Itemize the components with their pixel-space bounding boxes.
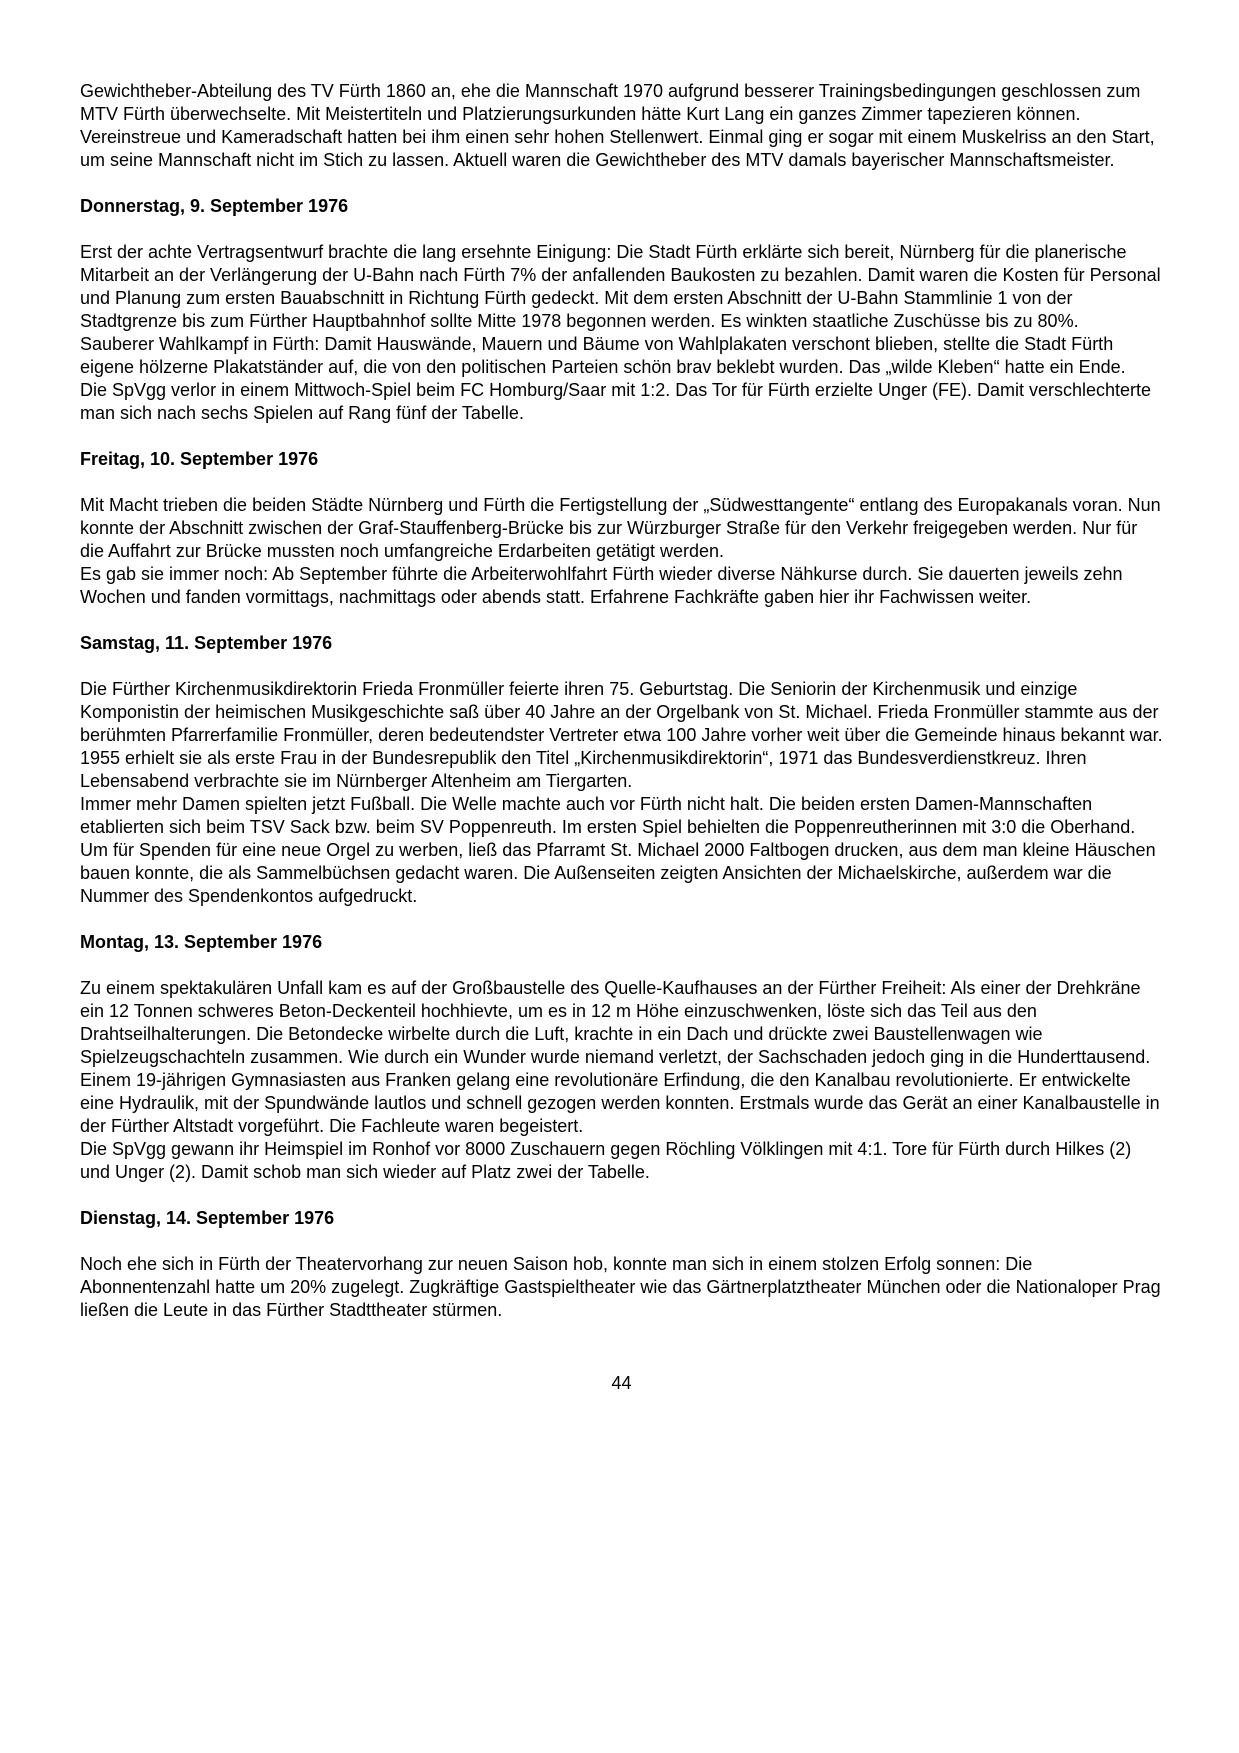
paragraph-text: Sauberer Wahlkampf in Fürth: Damit Hauswände, Mauern und Bäume von Wahlplakaten verschont blieben, stellte die Stadt Fürth eigene hölzerne Plakatständer auf, die von den politischen Parteien schön brav beklebt wurden. Das „wilde Kleben“ hatte ein Ende. xyxy=(80,334,1126,377)
section-heading-freitag-10-september: Freitag, 10. September 1976 xyxy=(80,449,319,469)
paragraph-text: Noch ehe sich in Fürth der Theatervorhang zur neuen Saison hob, konnte man sich in einem stolzen Erfolg sonnen: Die Abonnentenzahl hatte um 20% zugelegt. Zugkräftige Gastspieltheater wie das Gärtnerplatztheater München oder die Nationaloper Prag ließen die Leute in das Fürther Stadttheater stürmen. xyxy=(80,1254,1161,1320)
section-paragraph-dienstag xyxy=(80,1253,1163,1322)
paragraph-text: Mit Macht trieben die beiden Städte Nürnberg und Fürth die Fertigstellung der „Südwesttangente“ entlang des Europakanals voran. Nun konnte der Abschnitt zwischen der Graf-Stauffenberg-Brücke bis zur Würzburger Straße für den Verkehr freigegeben werden. Nur für die Auffahrt zur Brücke mussten noch umfangreiche Erdarbeiten getätigt werden. xyxy=(80,495,1161,561)
section-paragraph-donnerstag xyxy=(80,241,1163,425)
section-paragraph-montag xyxy=(80,977,1163,1184)
section-heading-montag-13-september: Montag, 13. September 1976 xyxy=(80,932,323,952)
section-heading-samstag-11-september: Samstag, 11. September 1976 xyxy=(80,633,333,653)
section-heading-dienstag-14-september: Dienstag, 14. September 1976 xyxy=(80,1208,335,1228)
section-paragraph-freitag xyxy=(80,494,1163,609)
section-heading-donnerstag-9-september: Donnerstag, 9. September 1976 xyxy=(80,196,349,216)
paragraph-text: Die SpVgg gewann ihr Heimspiel im Ronhof vor 8000 Zuschauern gegen Röchling Völklingen mit 4:1. Tore für Fürth durch Hilkes (2) und Unger (2). Damit schob man sich wieder auf Platz zwei der Tabelle. xyxy=(80,1139,1132,1182)
paragraph-text: Um für Spenden für eine neue Orgel zu werben, ließ das Pfarramt St. Michael 2000 Faltbogen drucken, aus dem man kleine Häuschen bauen konnte, die als Sammelbüchsen gedacht waren. Die Außenseiten zeigten Ansichten der Michaelskirche, außerdem war die Nummer des Spendenkontos aufgedruckt. xyxy=(80,840,1156,906)
section-paragraph-samstag xyxy=(80,678,1163,908)
paragraph-text: Zu einem spektakulären Unfall kam es auf der Großbaustelle des Quelle-Kaufhauses an der Fürther Freiheit: Als einer der Drehkräne ein 12 Tonnen schweres Beton-Deckenteil hochhievte, um es in 12 m Höhe einzuschwenken, löste sich das Teil aus den Drahtseilhalterungen. Die Betondecke wirbelte durch die Luft, krachte in ein Dach und drückte zwei Baustellenwagen wie Spielzeugschachteln zusammen. Wie durch ein Wunder wurde niemand verletzt, der Sachschaden jedoch ging in die Hunderttausend. xyxy=(80,978,1151,1067)
intro-paragraph xyxy=(80,80,1163,172)
paragraph-text: Die SpVgg verlor in einem Mittwoch-Spiel beim FC Homburg/Saar mit 1:2. Das Tor für Fürth erzielte Unger (FE). Damit verschlechterte man sich nach sechs Spielen auf Rang fünf der Tabelle. xyxy=(80,380,1152,423)
page-number: 44 xyxy=(611,1373,632,1393)
paragraph-text: Die Fürther Kirchenmusikdirektorin Frieda Fronmüller feierte ihren 75. Geburtstag. Die Seniorin der Kirchenmusik und einzige Komponistin der heimischen Musikgeschichte saß über 40 Jahre an der Orgelbank von St. Michael. Frieda Fronmüller stammte aus der berühmten Pfarrerfamilie Fronmüller, deren bedeutendster Vertreter etwa 100 Jahre vorher weit über die Gemeinde hinaus bekannt war. 1955 erhielt sie als erste Frau in der Bundesrepublik den Titel „Kirchenmusikdirektorin“, 1971 das Bundesverdienstkreuz. Ihren Lebensabend verbrachte sie im Nürnberger Altenheim am Tiergarten. xyxy=(80,679,1163,791)
paragraph-text: Es gab sie immer noch: Ab September führte die Arbeiterwohlfahrt Fürth wieder diverse Nähkurse durch. Sie dauerten jeweils zehn Wochen und fanden vormittags, nachmittags oder abends statt. Erfahrene Fachkräfte gaben hier ihr Fachwissen weiter. xyxy=(80,564,1123,607)
paragraph-text: Gewichtheber-Abteilung des TV Fürth 1860 an, ehe die Mannschaft 1970 aufgrund besserer Trainingsbedingungen geschlossen zum MTV Fürth überwechselte. Mit Meistertiteln und Platzierungsurkunden hätte Kurt Lang ein ganzes Zimmer tapezieren können. Vereinstreue und Kameradschaft hatten bei ihm einen sehr hohen Stellenwert. Einmal ging er sogar mit einem Muskelriss an den Start, um seine Mannschaft nicht im Stich zu lassen. Aktuell waren die Gewichtheber des MTV damals bayerischer Mannschaftsmeister. xyxy=(80,81,1155,170)
paragraph-text: Immer mehr Damen spielten jetzt Fußball. Die Welle machte auch vor Fürth nicht halt. Die beiden ersten Damen-Mannschaften etablierten sich beim TSV Sack bzw. beim SV Poppenreuth. Im ersten Spiel behielten die Poppenreutherinnen mit 3:0 die Oberhand. xyxy=(80,794,1136,837)
paragraph-text: Erst der achte Vertragsentwurf brachte die lang ersehnte Einigung: Die Stadt Fürth erklärte sich bereit, Nürnberg für die planerische Mitarbeit an der Verlängerung der U-Bahn nach Fürth 7% der anfallenden Baukosten zu bezahlen. Damit waren die Kosten für Personal und Planung zum ersten Bauabschnitt in Richtung Fürth gedeckt. Mit dem ersten Abschnitt der U-Bahn Stammlinie 1 von der Stadtgrenze bis zum Fürther Hauptbahnhof sollte Mitte 1978 begonnen werden. Es winkten staatliche Zuschüsse bis zu 80%. xyxy=(80,242,1161,331)
paragraph-text: Einem 19-jährigen Gymnasiasten aus Franken gelang eine revolutionäre Erfindung, die den Kanalbau revolutionierte. Er entwickelte eine Hydraulik, mit der Spundwände lautlos und schnell gezogen werden konnten. Erstmals wurde das Gerät an einer Kanalbaustelle in der Fürther Altstadt vorgeführt. Die Fachleute waren begeistert. xyxy=(80,1070,1160,1136)
